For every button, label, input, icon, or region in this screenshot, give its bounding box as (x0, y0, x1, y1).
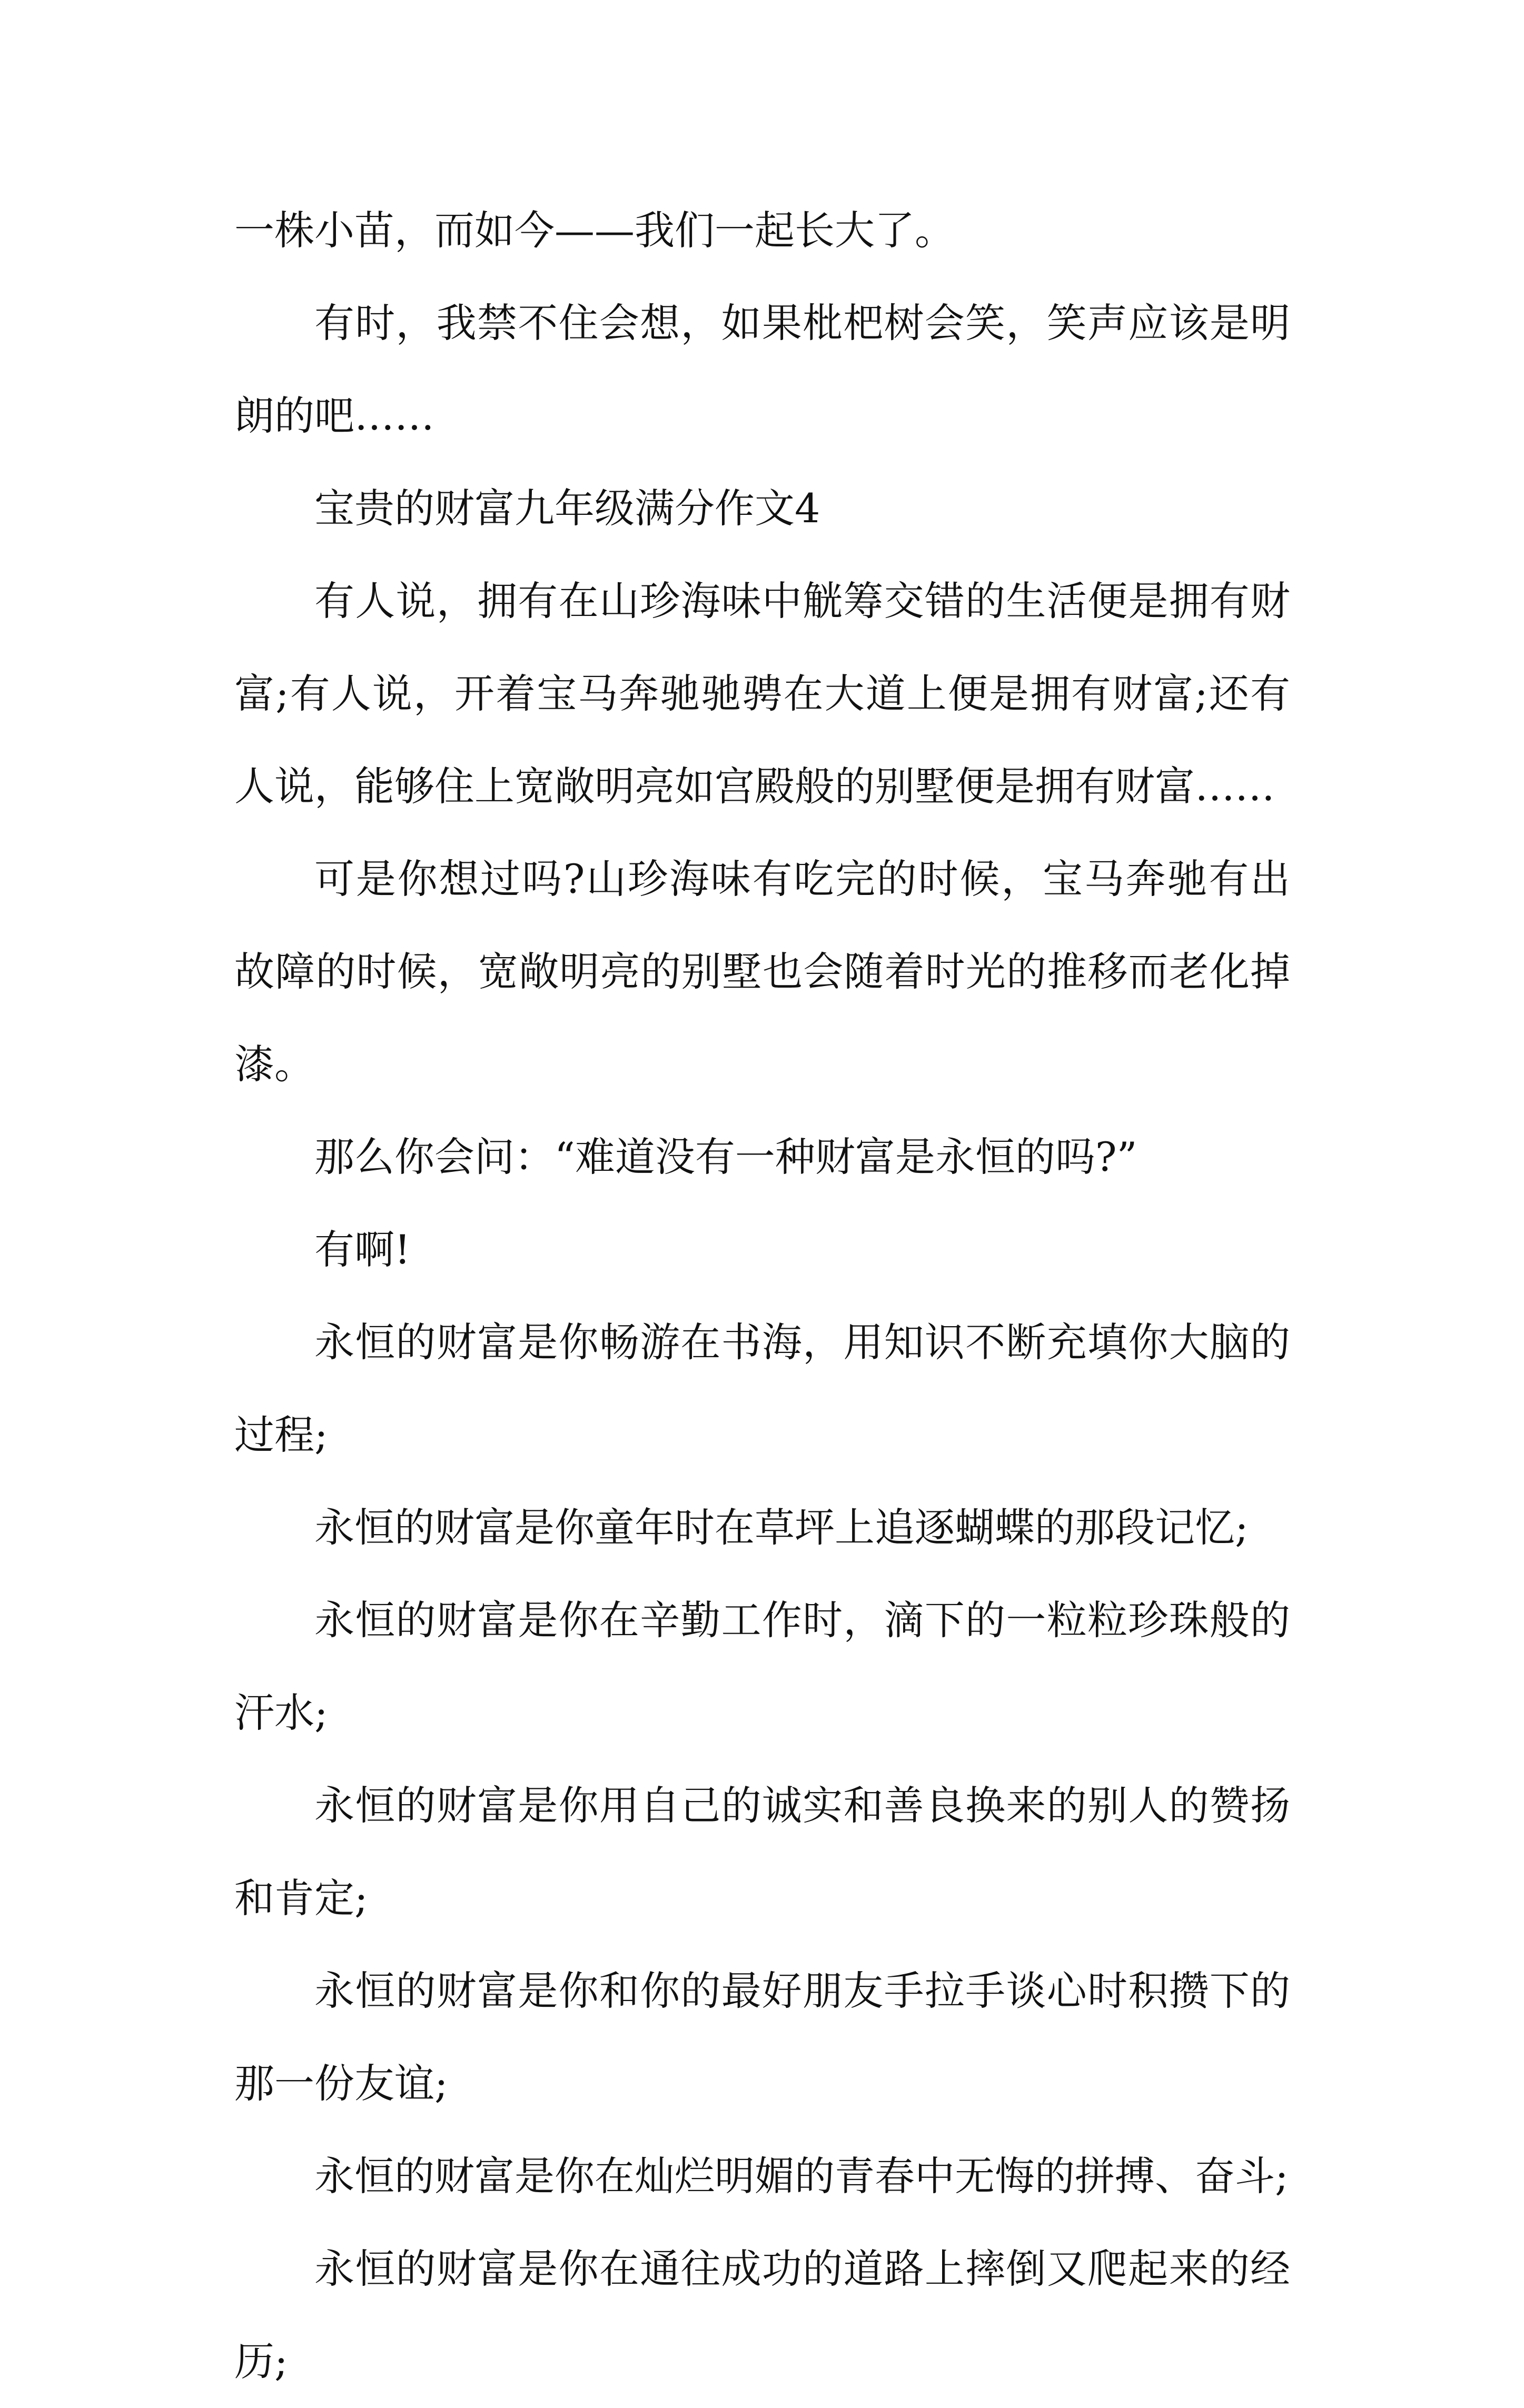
paragraph: 可是你想过吗?山珍海味有吃完的时候，宝马奔驰有出故障的时候，宽敞明亮的别墅也会随着时光的推移而老化掉漆。 (234, 855, 1290, 1088)
paragraph: 永恒的财富是你和你的最好朋友手拉手谈心时积攒下的那一份友谊; (234, 1967, 1290, 2107)
paragraph: 永恒的财富是你童年时在草坪上追逐蝴蝶的那段记忆; (314, 1504, 1249, 1551)
paragraph: 有啊! (314, 1226, 411, 1273)
paragraph: 永恒的财富是你在灿烂明媚的青春中无悔的拼搏、奋斗; (314, 2153, 1289, 2200)
paragraph: 永恒的财富是你在辛勤工作时，滴下的一粒粒珍珠般的汗水; (234, 1597, 1290, 1736)
paragraph: 永恒的财富是你在通往成功的道路上摔倒又爬起来的经历; (234, 2245, 1290, 2385)
paragraph: 永恒的财富是你用自己的诚实和善良换来的别人的赞扬和肯定; (234, 1782, 1290, 1922)
paragraph: 有时，我禁不住会想，如果枇杷树会笑，笑声应该是明朗的吧…… (234, 300, 1290, 439)
paragraph: 那么你会问：“难道没有一种财富是永恒的吗?” (314, 1133, 1137, 1180)
paragraph: 有人说，拥有在山珍海味中觥筹交错的生活便是拥有财富;有人说，开着宝马奔驰驰骋在大道上便是拥有财富;还有人说，能够住上宽敞明亮如宫殿般的别墅便是拥有财富…… (234, 578, 1290, 810)
paragraph: 一株小苗，而如今——我们一起长大了。 (234, 207, 955, 254)
document-body (234, 184, 1290, 2408)
paragraph: 永恒的财富是你畅游在书海，用知识不断充填你大脑的过程; (234, 1319, 1290, 1458)
section-title: 宝贵的财富九年级满分作文4 (314, 485, 820, 532)
